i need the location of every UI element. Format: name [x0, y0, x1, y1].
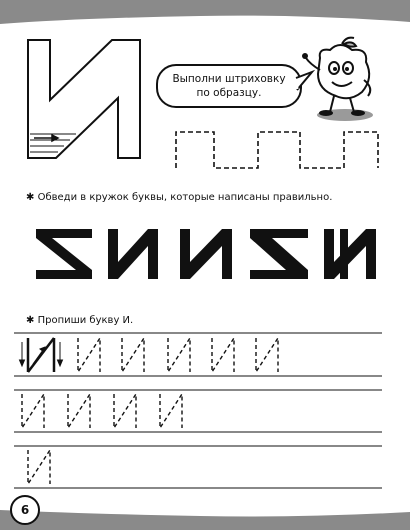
- speech-bubble-line-1: Выполни штриховку: [172, 73, 286, 85]
- task-1-bullet: ✱: [26, 192, 35, 203]
- task-1-text: Обведи в кружок буквы, которые написаны правильно.: [37, 192, 333, 203]
- dashed-letter-i[interactable]: [256, 338, 278, 372]
- dashed-letter-i[interactable]: [114, 394, 136, 428]
- dashed-letter-i[interactable]: [68, 394, 90, 428]
- sample-letter-i: [28, 338, 54, 372]
- dashed-letter-i[interactable]: [168, 338, 190, 372]
- dashed-letter-i[interactable]: [78, 338, 100, 372]
- dashed-letter-i[interactable]: [122, 338, 144, 372]
- task-2-bullet: ✱: [26, 315, 35, 326]
- dashed-letter-i[interactable]: [28, 450, 50, 484]
- dashed-letter-i[interactable]: [160, 394, 182, 428]
- ruled-lines: [14, 333, 382, 488]
- speech-bubble-line-2: по образцу.: [196, 87, 262, 99]
- dashed-letter-i[interactable]: [212, 338, 234, 372]
- page-number: 6: [10, 495, 40, 525]
- task-2-text: Пропиши букву И.: [37, 315, 134, 326]
- dashed-letter-i[interactable]: [22, 394, 44, 428]
